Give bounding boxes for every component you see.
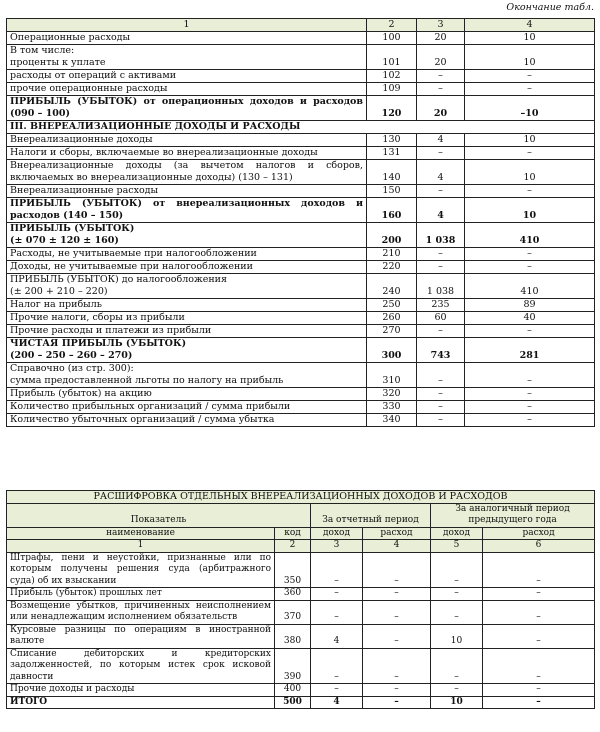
table-row <box>7 299 595 312</box>
row-name: Справочно (из стр. 300): сумма предоставленной льготы по налогу на прибыль <box>7 363 367 388</box>
table-row <box>7 185 595 198</box>
row-value-current: 60 <box>417 312 465 325</box>
row-code: 102 <box>367 70 417 83</box>
financial-results-table <box>6 18 595 427</box>
row-value-1: 4 <box>311 696 363 709</box>
row-value-current: – <box>417 83 465 96</box>
row-value-4: – <box>483 624 595 648</box>
row-name: ПРИБЫЛЬ (УБЫТОК) от внереализационных доходов и расходов (140 – 150) <box>7 198 367 223</box>
row-value-current: – <box>417 147 465 160</box>
column-number-4: 4 <box>363 540 431 553</box>
row-code: 380 <box>275 624 311 648</box>
row-code: 250 <box>367 299 417 312</box>
row-code: 360 <box>275 588 311 601</box>
header-income-prev: доход <box>431 527 483 540</box>
table-row <box>7 261 595 274</box>
row-value-previous: – <box>465 70 595 83</box>
row-value-current: – <box>417 70 465 83</box>
row-value-current: 4 <box>417 134 465 147</box>
row-value-current: 20 <box>417 45 465 70</box>
row-value-previous: –10 <box>465 96 595 121</box>
column-number-3: 3 <box>311 540 363 553</box>
row-code: 340 <box>367 414 417 427</box>
column-numbers-row <box>7 540 595 553</box>
header-name: наименование <box>7 527 275 540</box>
table-row <box>7 325 595 338</box>
row-name: ПРИБЫЛЬ (УБЫТОК) от операционных доходов и расходов (090 – 100) <box>7 96 367 121</box>
row-name: Внереализационные доходы <box>7 134 367 147</box>
row-code: 270 <box>367 325 417 338</box>
row-value-previous: – <box>465 414 595 427</box>
table-title-row <box>7 491 595 504</box>
row-value-current: 235 <box>417 299 465 312</box>
header-row <box>7 503 595 527</box>
row-value-current: 743 <box>417 338 465 363</box>
row-code: 500 <box>275 696 311 709</box>
row-value-current: – <box>417 388 465 401</box>
table-row <box>7 147 595 160</box>
row-value-previous: 10 <box>465 160 595 185</box>
table-row <box>7 552 595 588</box>
row-name: Расходы, не учитываемые при налогообложении <box>7 248 367 261</box>
row-code: 150 <box>367 185 417 198</box>
table-caption: Окончание табл. <box>506 2 594 13</box>
row-value-previous: 410 <box>465 274 595 299</box>
row-name: ИТОГО <box>7 696 275 709</box>
row-value-previous: 10 <box>465 45 595 70</box>
header-expense: расход <box>363 527 431 540</box>
table-row <box>7 160 595 185</box>
row-value-current: 4 <box>417 160 465 185</box>
row-value-4: – <box>483 552 595 588</box>
row-value-previous: 410 <box>465 223 595 248</box>
row-code: 390 <box>275 648 311 684</box>
row-name: Прибыль (убыток) прошлых лет <box>7 588 275 601</box>
row-value-1: – <box>311 648 363 684</box>
row-value-4: – <box>483 696 595 709</box>
row-value-previous: 10 <box>465 134 595 147</box>
row-name: Возмещение убытков, причиненных неисполнением или ненадлежащим исполнением обязательств <box>7 600 275 624</box>
non-operating-breakdown-table <box>6 490 595 709</box>
row-name: Прибыль (убыток) на акцию <box>7 388 367 401</box>
row-code: 300 <box>367 338 417 363</box>
row-value-2: – <box>363 624 431 648</box>
row-value-previous: 10 <box>465 198 595 223</box>
row-value-2: – <box>363 648 431 684</box>
row-value-1: – <box>311 588 363 601</box>
row-name: Операционные расходы <box>7 32 367 45</box>
row-name: Количество убыточных организаций / сумма убытка <box>7 414 367 427</box>
row-value-previous: – <box>465 83 595 96</box>
header-period-current: За отчетный период <box>311 503 431 527</box>
row-code: 310 <box>367 363 417 388</box>
table-row <box>7 45 595 70</box>
row-value-current: – <box>417 185 465 198</box>
row-code: 160 <box>367 198 417 223</box>
row-value-previous: – <box>465 185 595 198</box>
section-title: III. ВНЕРЕАЛИЗАЦИОННЫЕ ДОХОДЫ И РАСХОДЫ <box>7 121 595 134</box>
row-code: 400 <box>275 684 311 697</box>
row-value-2: – <box>363 696 431 709</box>
row-code: 200 <box>367 223 417 248</box>
row-code: 220 <box>367 261 417 274</box>
table-row <box>7 248 595 261</box>
row-code: 140 <box>367 160 417 185</box>
row-value-current: – <box>417 261 465 274</box>
row-name: прочие операционные расходы <box>7 83 367 96</box>
table-row <box>7 684 595 697</box>
row-value-current: – <box>417 248 465 261</box>
table-row <box>7 96 595 121</box>
table-header-row <box>7 19 595 32</box>
row-code: 330 <box>367 401 417 414</box>
column-number-5: 5 <box>431 540 483 553</box>
row-value-previous: – <box>465 248 595 261</box>
table-row <box>7 223 595 248</box>
row-name: В том числе: проценты к уплате <box>7 45 367 70</box>
row-code: 350 <box>275 552 311 588</box>
row-name: Прочие расходы и платежи из прибыли <box>7 325 367 338</box>
row-code: 370 <box>275 600 311 624</box>
column-number-6: 6 <box>483 540 595 553</box>
table-row <box>7 274 595 299</box>
table-row <box>7 32 595 45</box>
table-row <box>7 624 595 648</box>
row-value-4: – <box>483 648 595 684</box>
row-code: 109 <box>367 83 417 96</box>
row-value-current: 4 <box>417 198 465 223</box>
row-value-3: 10 <box>431 624 483 648</box>
row-value-3: – <box>431 552 483 588</box>
row-code: 130 <box>367 134 417 147</box>
row-value-current: 20 <box>417 96 465 121</box>
row-name: расходы от операций с активами <box>7 70 367 83</box>
row-value-4: – <box>483 588 595 601</box>
column-number-2: 2 <box>367 19 417 32</box>
row-code: 120 <box>367 96 417 121</box>
row-value-previous: – <box>465 147 595 160</box>
table-row <box>7 83 595 96</box>
column-number-1: 1 <box>7 540 275 553</box>
row-code: 100 <box>367 32 417 45</box>
table-row <box>7 401 595 414</box>
row-name: Прочие налоги, сборы из прибыли <box>7 312 367 325</box>
row-name: ПРИБЫЛЬ (УБЫТОК) до налогообложения (± 200 + 210 – 220) <box>7 274 367 299</box>
header-period-previous: За аналогичный период предыдущего года <box>431 503 595 527</box>
table-row <box>7 338 595 363</box>
row-name: Налог на прибыль <box>7 299 367 312</box>
table-row <box>7 70 595 83</box>
section-header-row <box>7 121 595 134</box>
row-value-current: – <box>417 325 465 338</box>
row-name: Списание дебиторских и кредиторских задолженностей, по которым истек срок исковой давности <box>7 648 275 684</box>
row-value-3: – <box>431 648 483 684</box>
row-value-2: – <box>363 684 431 697</box>
row-name: Доходы, не учитываемые при налогообложении <box>7 261 367 274</box>
row-code: 320 <box>367 388 417 401</box>
header-code: код <box>275 527 311 540</box>
row-value-3: 10 <box>431 696 483 709</box>
row-code: 260 <box>367 312 417 325</box>
header-subrow <box>7 527 595 540</box>
row-code: 101 <box>367 45 417 70</box>
row-value-1: – <box>311 552 363 588</box>
table-row <box>7 388 595 401</box>
table-row <box>7 588 595 601</box>
row-value-current: 1 038 <box>417 274 465 299</box>
row-value-previous: 89 <box>465 299 595 312</box>
row-value-current: – <box>417 363 465 388</box>
row-value-previous: – <box>465 363 595 388</box>
row-code: 240 <box>367 274 417 299</box>
row-value-1: – <box>311 684 363 697</box>
row-value-1: – <box>311 600 363 624</box>
row-value-current: 1 038 <box>417 223 465 248</box>
column-number-3: 3 <box>417 19 465 32</box>
row-value-3: – <box>431 600 483 624</box>
header-income: доход <box>311 527 363 540</box>
header-indicator: Показатель <box>7 503 311 527</box>
row-value-previous: 40 <box>465 312 595 325</box>
column-number-1: 1 <box>7 19 367 32</box>
row-name: Штрафы, пени и неустойки, признанные или по которым получены решения суда (арбитражного суда) об их взыскании <box>7 552 275 588</box>
table-row <box>7 696 595 709</box>
header-expense-prev: расход <box>483 527 595 540</box>
row-value-previous: – <box>465 325 595 338</box>
row-value-previous: – <box>465 401 595 414</box>
table-row <box>7 312 595 325</box>
row-value-current: – <box>417 401 465 414</box>
row-name: Курсовые разницы по операциям в иностранной валюте <box>7 624 275 648</box>
column-number-2: 2 <box>275 540 311 553</box>
row-code: 131 <box>367 147 417 160</box>
row-value-1: 4 <box>311 624 363 648</box>
row-value-previous: 281 <box>465 338 595 363</box>
row-value-4: – <box>483 684 595 697</box>
row-value-2: – <box>363 588 431 601</box>
row-value-3: – <box>431 684 483 697</box>
row-name: Прочие доходы и расходы <box>7 684 275 697</box>
table-row <box>7 648 595 684</box>
table-row <box>7 363 595 388</box>
table-title: РАСШИФРОВКА ОТДЕЛЬНЫХ ВНЕРЕАЛИЗАЦИОННЫХ ДОХОДОВ И РАСХОДОВ <box>7 491 595 504</box>
row-name: Внереализационные расходы <box>7 185 367 198</box>
row-value-current: – <box>417 414 465 427</box>
table-row <box>7 414 595 427</box>
table-row <box>7 600 595 624</box>
row-name: ПРИБЫЛЬ (УБЫТОК) (± 070 ± 120 ± 160) <box>7 223 367 248</box>
row-name: Внереализационные доходы (за вычетом налогов и сборов, включаемых во внереализационные доходы) (130 – 131) <box>7 160 367 185</box>
table-row <box>7 198 595 223</box>
row-code: 210 <box>367 248 417 261</box>
table-row <box>7 134 595 147</box>
row-value-3: – <box>431 588 483 601</box>
row-value-4: – <box>483 600 595 624</box>
column-number-4: 4 <box>465 19 595 32</box>
row-value-previous: – <box>465 261 595 274</box>
row-value-2: – <box>363 600 431 624</box>
row-value-previous: 10 <box>465 32 595 45</box>
row-value-2: – <box>363 552 431 588</box>
row-name: Количество прибыльных организаций / сумма прибыли <box>7 401 367 414</box>
row-value-current: 20 <box>417 32 465 45</box>
row-value-previous: – <box>465 388 595 401</box>
row-name: ЧИСТАЯ ПРИБЫЛЬ (УБЫТОК) (200 – 250 – 260 – 270) <box>7 338 367 363</box>
row-name: Налоги и сборы, включаемые во внереализационные доходы <box>7 147 367 160</box>
